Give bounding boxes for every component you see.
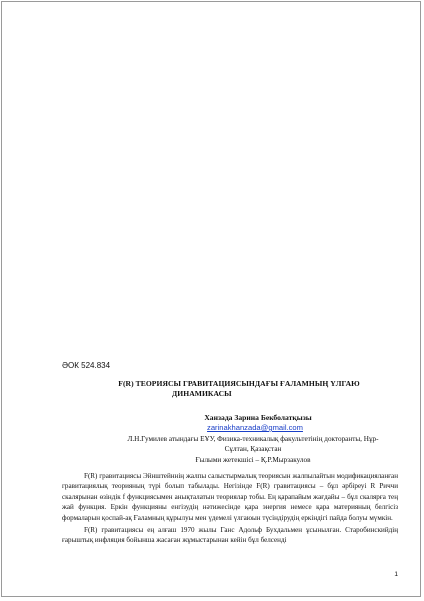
article-body — [62, 471, 398, 548]
supervisor: Ғылыми жетекшісі – Қ.Р.Мырзакулов — [195, 456, 311, 464]
affiliation-line-2: Сұлтан, Қазақстан — [224, 445, 282, 453]
author-email-link[interactable]: zarinakhanzada@gmail.com — [207, 423, 303, 432]
affiliation — [62, 434, 398, 454]
title-line-1: F(R) ТЕОРИЯСЫ ГРАВИТАЦИЯСЫНДАҒЫ ҒАЛАМНЫҢ ҮЛГАЮ — [118, 379, 360, 388]
body-paragraph: F(R) гравитациясы ең алғаш 1970 жылы Ганс Адольф Бухдальмен ұсынылған. Старобинскийдің ғарыштық инфляция бойынша жасаған жұмыстарынан кейін бұл белсенді — [62, 526, 398, 545]
affiliation-line-1: Л.Н.Гумилев атындағы ЕҰУ, Физика-техникалық факультетінің докторанты, Нұр- — [127, 435, 379, 443]
body-paragraph: F(R) гравитациясы Эйнштейннің жалпы салыстырмалық теориясын жалпылайтын модификацияланған гравитациялық теорияның түрі болып табылады. Негізінде F(R) гравитациясы – бұл әрбіреуі R Риччи скалярынан өзіндік f функциясымен анықталатын теориялар тобы. Ең қарапайым жағдайы – бұл скалярға тең жай функция. Еркін функцияны енгізудің нәтижесінде қара энергия немесе қара материяның белгісіз формаларын қоспай-ақ Ғаламның құрылуы мен үдемелі үлгаюын түсіндірудің еркіндігі пайда болуы мүмкін. — [62, 472, 398, 522]
page-number: 1 — [394, 571, 398, 578]
udc-code: ӘОК 524.834 — [62, 361, 111, 370]
article-title — [62, 378, 398, 400]
title-line-2: ДИНАМИКАСЫ — [172, 389, 232, 398]
document-page — [1, 1, 421, 597]
author-name: Ханзада Зарина Бекболатқызы — [204, 413, 312, 422]
